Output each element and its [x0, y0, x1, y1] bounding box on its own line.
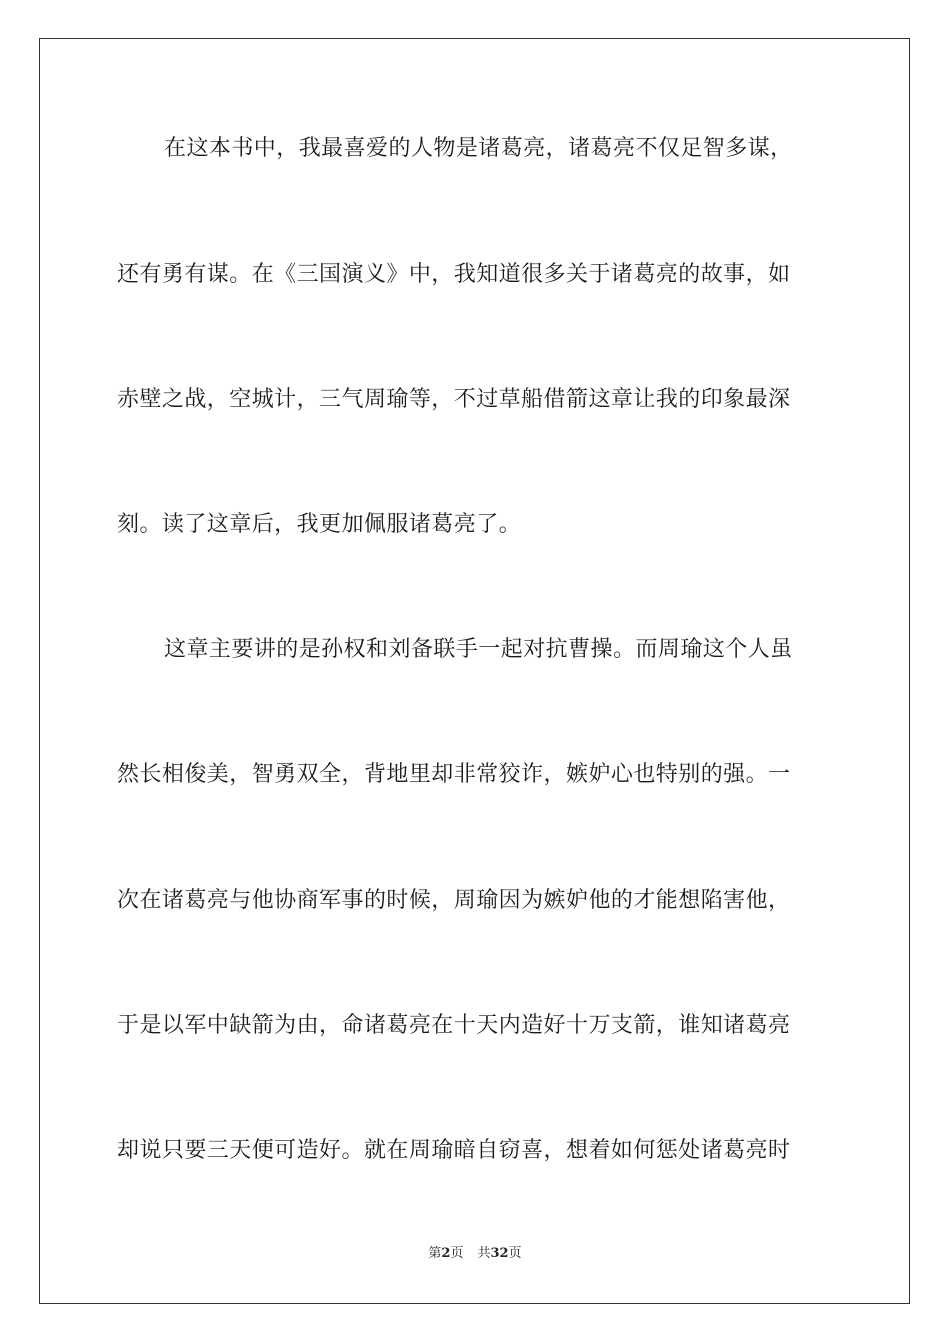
page-footer	[0, 1244, 950, 1264]
paragraph-2-line-1: 这章主要讲的是孙权和刘备联手一起对抗曹操。而周瑜这个人虽	[164, 637, 793, 662]
paragraph-2-line-2: 然长相俊美，智勇双全，背地里却非常狡诈，嫉妒心也特别的强。一	[117, 762, 791, 787]
page-border	[39, 38, 910, 1304]
total-suffix: 页	[508, 1246, 522, 1261]
paragraph-2-line-3: 次在诸葛亮与他协商军事的时候，周瑜因为嫉妒他的才能想陷害他，	[117, 888, 791, 913]
page-number: 2	[441, 1246, 451, 1261]
total-prefix: 共	[477, 1246, 491, 1261]
paragraph-2-line-4: 于是以军中缺箭为由，命诸葛亮在十天内造好十万支箭，谁知诸葛亮	[117, 1013, 791, 1038]
paragraph-1-line-3: 赤壁之战，空城计，三气周瑜等，不过草船借箭这章让我的印象最深	[117, 387, 791, 412]
paragraph-1-line-2: 还有勇有谋。在《三国演义》中，我知道很多关于诸葛亮的故事，如	[117, 262, 791, 287]
page-suffix: 页	[450, 1246, 464, 1261]
paragraph-1-line-4: 刻。读了这章后，我更加佩服诸葛亮了。	[117, 512, 522, 537]
total-pages: 32	[490, 1246, 509, 1261]
paragraph-1-line-1: 在这本书中，我最喜爱的人物是诸葛亮，诸葛亮不仅足智多谋，	[164, 136, 793, 161]
page-prefix: 第	[428, 1246, 442, 1261]
paragraph-2-line-5: 却说只要三天便可造好。就在周瑜暗自窃喜，想着如何惩处诸葛亮时	[117, 1138, 791, 1163]
